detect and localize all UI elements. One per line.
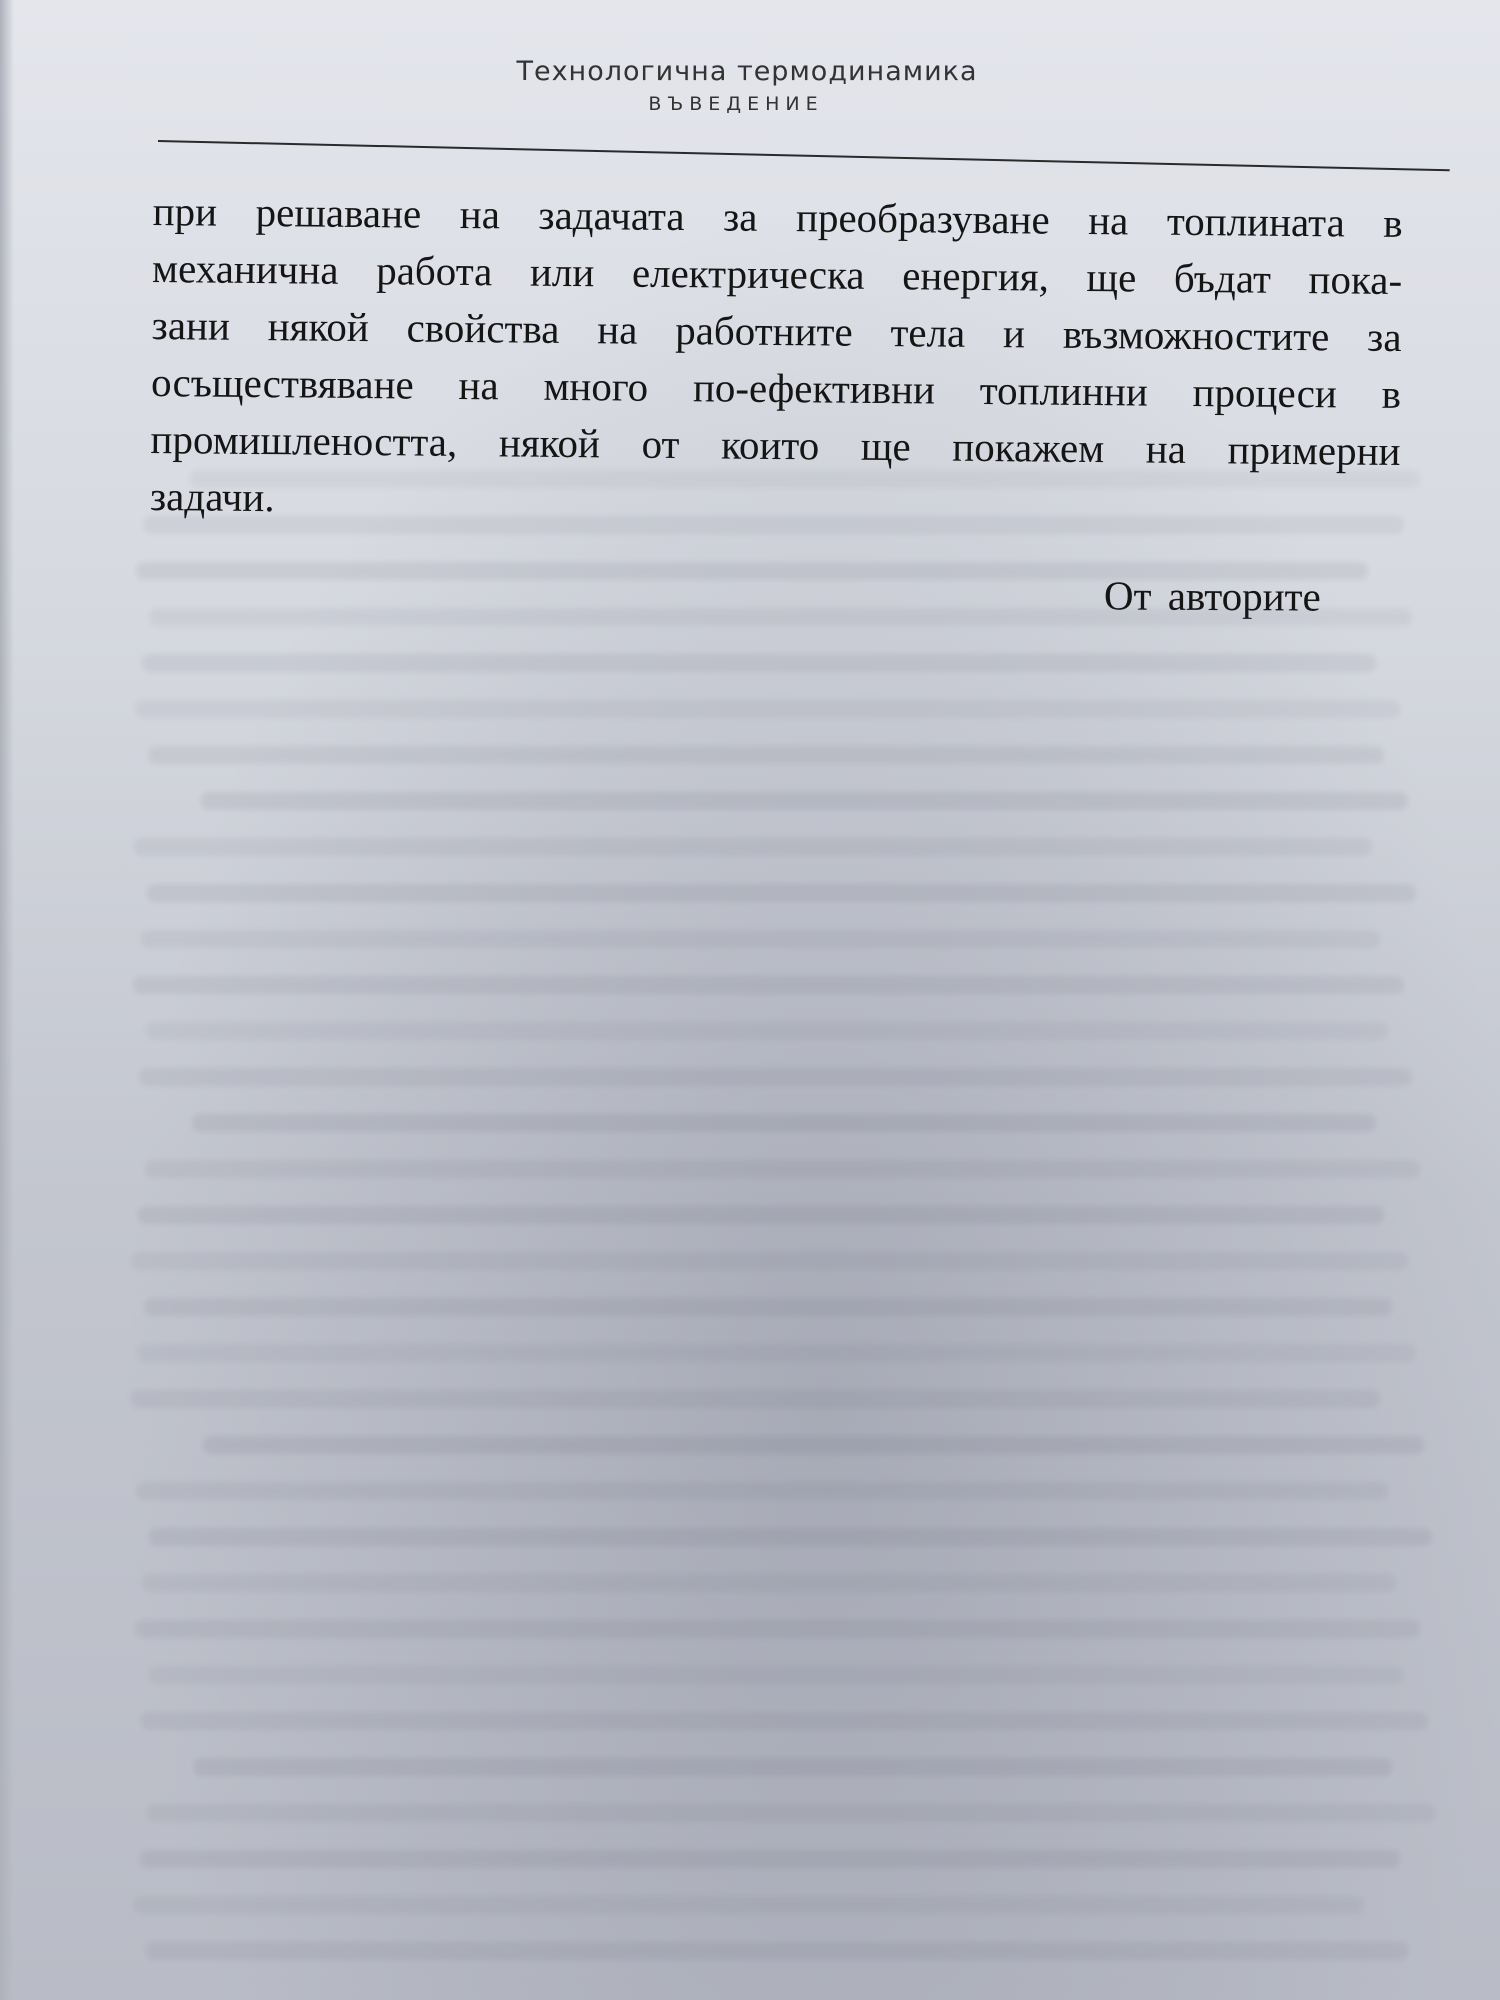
book-title: Технологична термодинамика (516, 56, 978, 87)
bleed-through-line (140, 1850, 1400, 1868)
text-line: при решаване на задачата за преобразуване на топлината в (152, 187, 1403, 246)
bleed-through-line (190, 470, 1420, 488)
bleed-through-line (139, 1068, 1412, 1086)
bleed-through-line (131, 1252, 1408, 1270)
page-edge-shadow (0, 0, 14, 2000)
text-line: механична работа или електрическа енергия, ще бъдат пока- (151, 244, 1403, 303)
bleed-through-line (148, 1666, 1404, 1684)
bleed-through-line (136, 562, 1368, 580)
bleed-through-line (146, 1942, 1408, 1960)
bleed-through-line (135, 700, 1400, 718)
text-line: задачи. (149, 472, 275, 521)
bleed-through-line (147, 1804, 1436, 1822)
bleed-through-line (142, 1574, 1396, 1592)
bleed-through-line (142, 654, 1376, 672)
text-line: зани някой свойства на работните тела и възможностите за (151, 301, 1402, 360)
section-title: ВЪВЕДЕНИЕ (648, 93, 824, 115)
author-signature: От авторите (1103, 572, 1321, 620)
bleed-through-line (149, 1528, 1432, 1546)
bleed-through-line (133, 976, 1404, 994)
bleed-through-line (137, 1344, 1416, 1362)
bleed-through-line (146, 1022, 1388, 1040)
bleed-through-line (138, 1206, 1384, 1224)
running-header (0, 56, 1500, 115)
bleed-through-line (134, 838, 1372, 856)
bleed-through-line (135, 1620, 1420, 1638)
bleed-through-line (145, 1160, 1420, 1178)
text-line: промишлеността, някой от които ще покажем на примерни (150, 415, 1401, 474)
bleed-through-line (133, 1896, 1364, 1914)
bleed-through-line (136, 1482, 1388, 1500)
bleed-through-line (144, 1298, 1392, 1316)
bleed-through-line (140, 930, 1380, 948)
header-rule (158, 140, 1450, 171)
bleed-through-line (201, 792, 1408, 810)
bleed-through-line (147, 884, 1416, 902)
bleed-through-line (148, 746, 1384, 764)
bleed-through-line (141, 1712, 1428, 1730)
bleed-through-line (130, 1390, 1380, 1408)
bleed-through-line (192, 1114, 1376, 1132)
text-line: осъществяване на много по-ефективни топлинни процеси в (150, 358, 1402, 417)
bleed-through-line (149, 608, 1412, 626)
bleed-through-line (143, 516, 1404, 534)
bleed-through-line (194, 1758, 1392, 1776)
bleed-through-line (203, 1436, 1424, 1454)
